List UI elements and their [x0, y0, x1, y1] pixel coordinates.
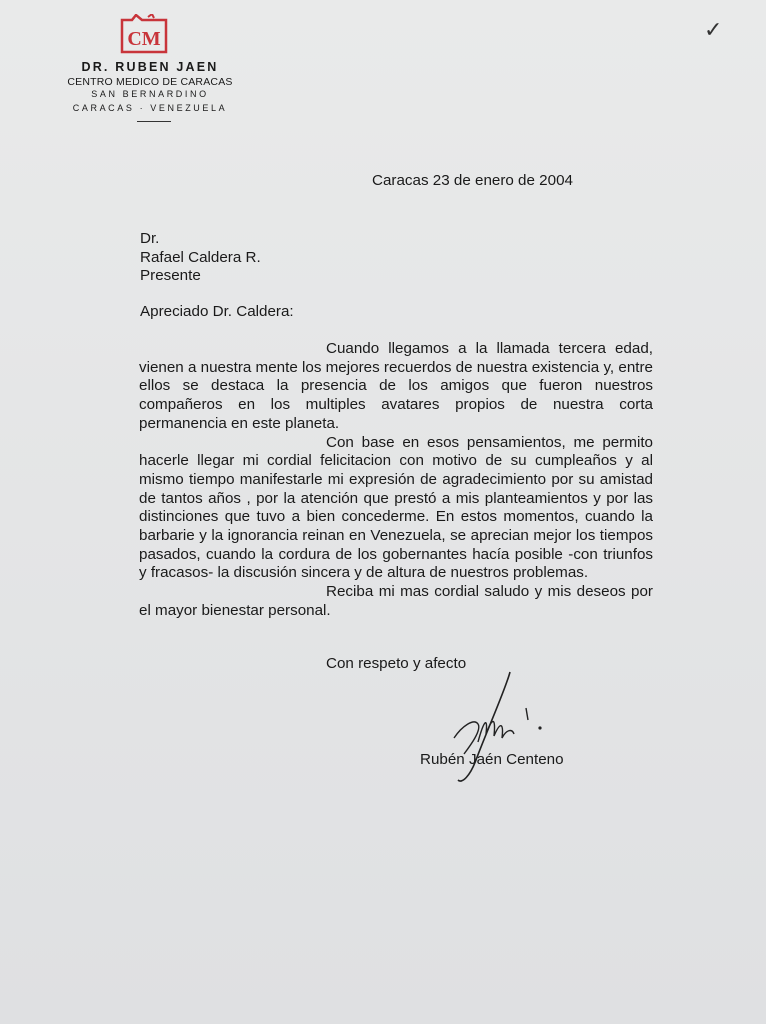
letter-date: Caracas 23 de enero de 2004 [372, 172, 573, 189]
letterhead-divider [137, 121, 171, 122]
body-paragraph: Reciba mi mas cordial saludo y mis deseos por el mayor bienestar personal. [139, 583, 653, 619]
recipient-block [140, 230, 261, 286]
letterhead-district: SAN BERNARDINO [91, 89, 209, 99]
recipient-line: Presente [140, 267, 201, 285]
letter-body [139, 340, 653, 621]
body-paragraph: Con base en esos pensamientos, me permito hacerle llegar mi cordial felicitacion con motivo de su cumpleaños y al mismo tiempo manifestarle mi expresión de agradecimiento por su amistad de tantos años , por la atención que prestó a mis planteamientos y por las distinciones que tuvo a bien concederme. En estos momentos, cuando la barbarie y la ignorancia reinan en Venezuela, se aprecian mejor los tiempos pasados, cuando la cordura de los gobernantes hacía posible -con triunfos y fracasos- la discusión sincera y de altura de nuestros problemas. [139, 433, 653, 582]
closing-line: Con respeto y afecto [326, 655, 467, 672]
signer-name: Rubén Jaén Centeno [420, 751, 564, 768]
check-mark-icon: ✓ [704, 18, 723, 43]
salutation: Apreciado Dr. Caldera: [140, 303, 294, 320]
letterhead-name: DR. RUBEN JAEN [81, 60, 219, 74]
logo-text: CM [127, 28, 161, 50]
letterhead-institution: CENTRO MEDICO DE CARACAS [67, 76, 233, 88]
clinic-logo-icon [118, 14, 170, 56]
body-paragraph: Cuando llegamos a la llamada tercera edad, vienen a nuestra mente los mejores recuerdos de nuestra existencia y, entre ellos se destaca la presencia de los amigos que fueron nuestros compañeros en los multiples avatares propios de nuestra corta permanencia en este planeta. [139, 340, 653, 432]
recipient-line: Rafael Caldera R. [140, 248, 261, 266]
recipient-line: Dr. [140, 230, 160, 247]
letterhead-city: CARACAS · VENEZUELA [72, 103, 228, 113]
